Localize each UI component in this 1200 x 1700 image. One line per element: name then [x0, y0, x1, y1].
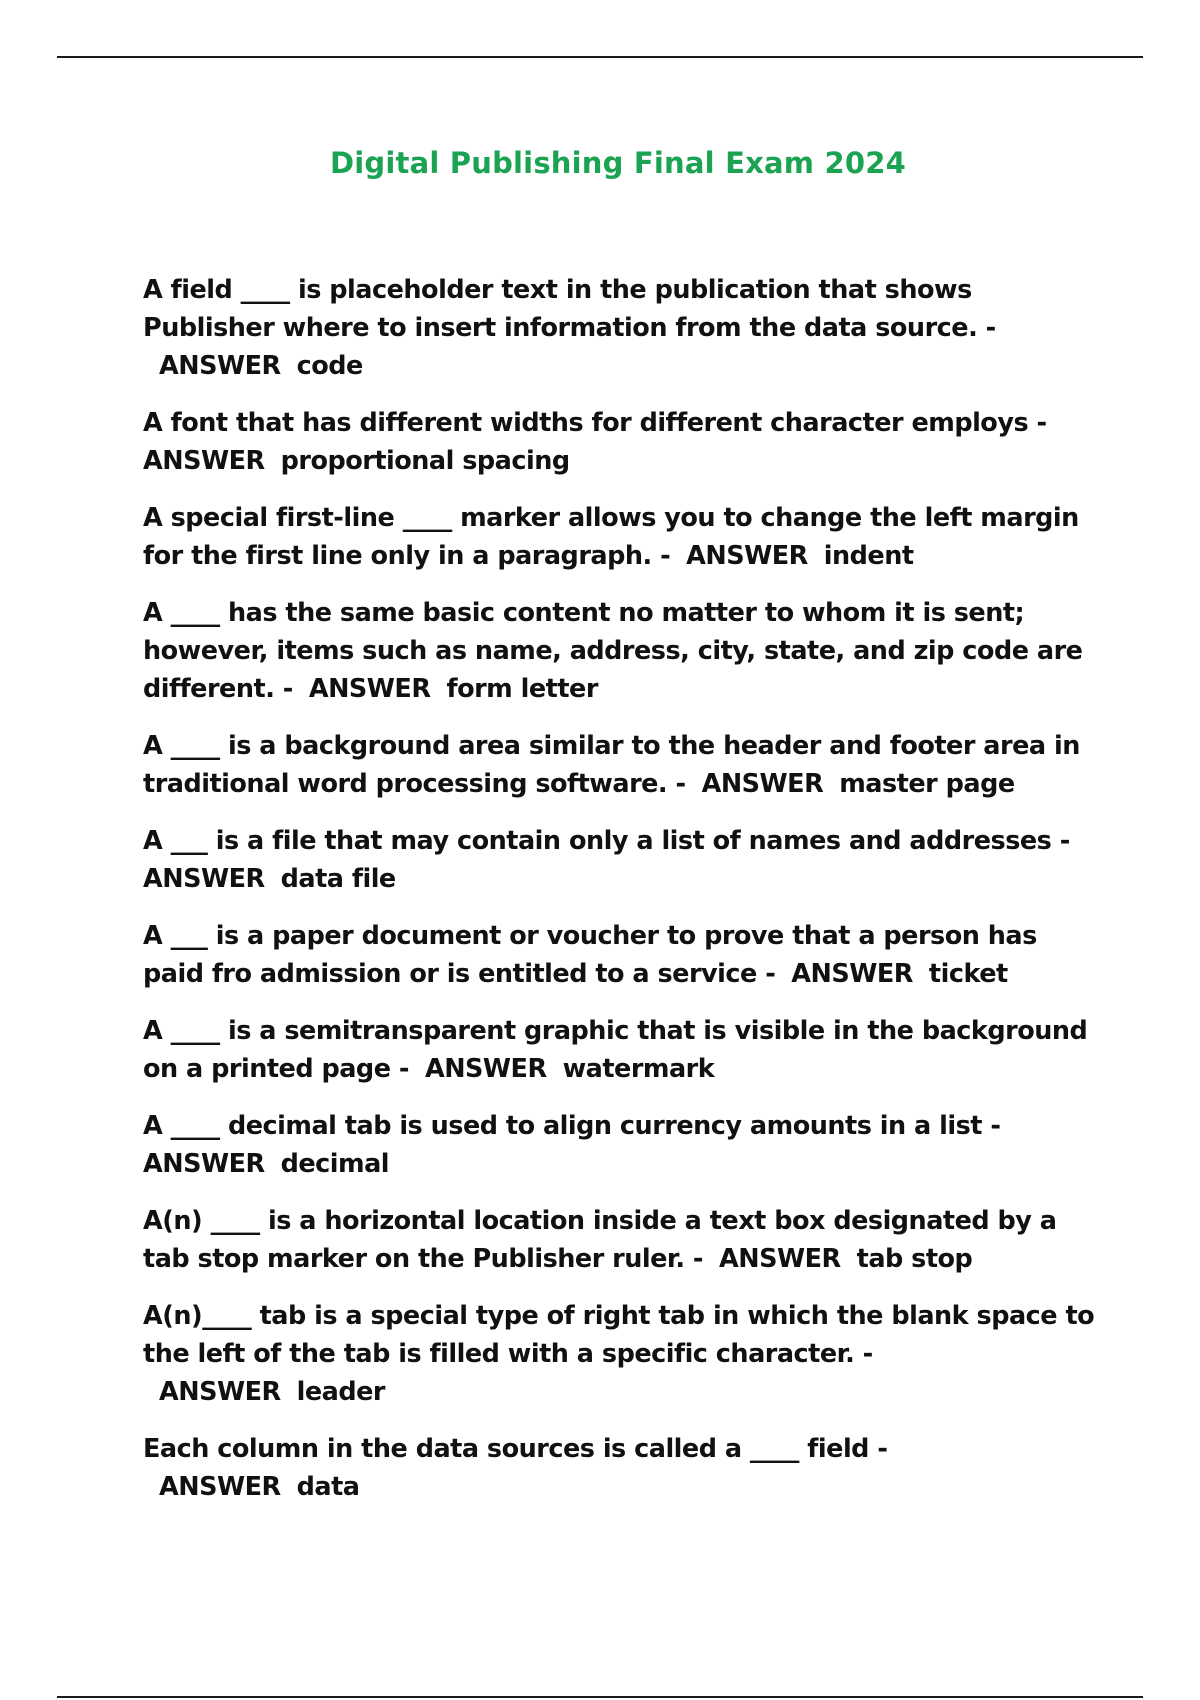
answer-text: watermark [562, 1054, 715, 1084]
answer-label: ANSWER [143, 1149, 265, 1179]
qa-item [143, 271, 1103, 385]
answer-label: ANSWER [159, 1472, 281, 1502]
question-text: A ____ decimal tab is used to align currency amounts in a list - [143, 1111, 1001, 1141]
bottom-rule [57, 1696, 1143, 1698]
qa-item [143, 499, 1103, 575]
answer-label: ANSWER [159, 1377, 281, 1407]
answer-label: ANSWER [686, 541, 808, 571]
answer-text: leader [296, 1377, 385, 1407]
answer-text: proportional spacing [280, 446, 570, 476]
answer-label: ANSWER [424, 1054, 547, 1084]
answer-text: master page [839, 769, 1015, 799]
question-text: Each column in the data sources is called a ____ field - [143, 1434, 888, 1464]
answer-label: ANSWER [159, 351, 281, 381]
qa-item [143, 1107, 1103, 1183]
answer-label: ANSWER [143, 446, 265, 476]
qa-item [143, 1012, 1103, 1088]
question-text: A ___ is a paper document or voucher to prove that a person has paid fro admission or is entitled to a service - [143, 921, 1037, 989]
qa-item [143, 594, 1103, 708]
page-title: Digital Publishing Final Exam 2024 [330, 146, 906, 180]
answer-text: data file [280, 864, 396, 894]
qa-item [143, 727, 1103, 803]
question-text: A ____ has the same basic content no matter to whom it is sent; however, items such as name, address, city, state, and zip code are different. - [143, 598, 1083, 704]
qa-item [143, 1430, 1103, 1506]
question-text: A ____ is a background area similar to the header and footer area in traditional word processing software. - [143, 731, 1080, 799]
question-text: A font that has different widths for different character employs - [143, 408, 1047, 438]
answer-label: ANSWER [701, 769, 824, 799]
answer-text: data [296, 1472, 360, 1502]
answer-text: form letter [446, 674, 598, 704]
top-rule [57, 56, 1143, 58]
qa-list [143, 271, 1103, 1525]
answer-text: decimal [280, 1149, 390, 1179]
question-text: A(n) ____ is a horizontal location inside a text box designated by a tab stop marker on the Publisher ruler. - [143, 1206, 1057, 1274]
answer-label: ANSWER [791, 959, 913, 989]
question-text: A ____ is a semitransparent graphic that is visible in the background on a printed page - [143, 1016, 1088, 1084]
question-text: A special first-line ____ marker allows you to change the left margin for the first line only in a paragraph. - [143, 503, 1079, 571]
answer-text: ticket [928, 959, 1008, 989]
question-text: A ___ is a file that may contain only a list of names and addresses - [143, 826, 1070, 856]
answer-text: tab stop [856, 1244, 973, 1274]
answer-label: ANSWER [308, 674, 431, 704]
qa-item [143, 1202, 1103, 1278]
answer-text: indent [823, 541, 914, 571]
question-text: A field ____ is placeholder text in the publication that shows Publisher where to insert information from the data source. - [143, 275, 996, 343]
question-text: A(n)____ tab is a special type of right tab in which the blank space to the left of the tab is filled with a specific character. - [143, 1301, 1095, 1369]
answer-label: ANSWER [143, 864, 265, 894]
qa-item [143, 1297, 1103, 1411]
qa-item [143, 917, 1103, 993]
qa-item [143, 822, 1103, 898]
answer-text: code [296, 351, 363, 381]
answer-label: ANSWER [719, 1244, 841, 1274]
qa-item [143, 404, 1103, 480]
